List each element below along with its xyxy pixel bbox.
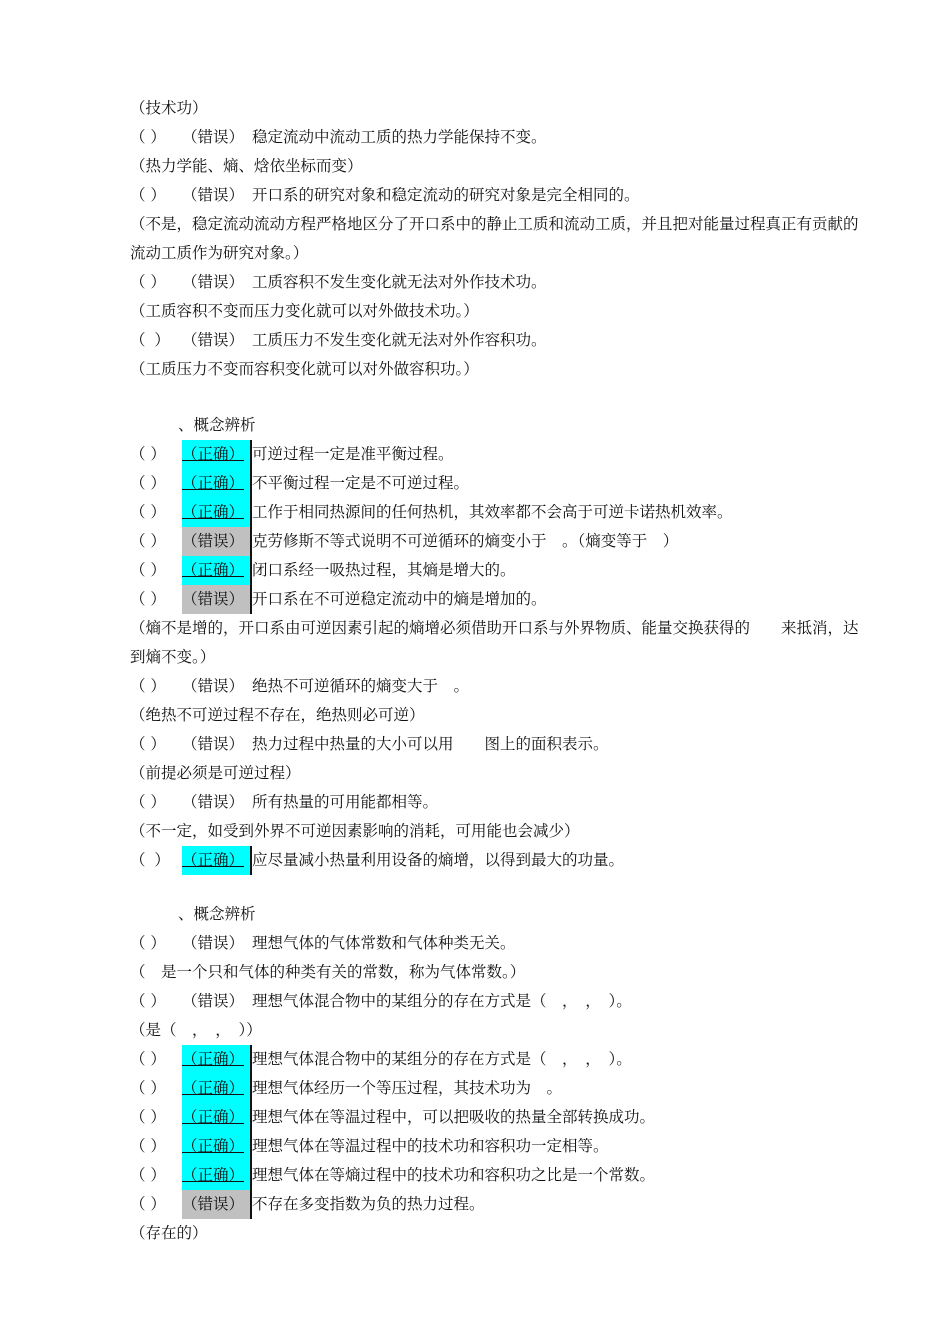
statement-text: 理想气体经历一个等压过程，其技术功为 。 <box>252 1079 563 1097</box>
answer-label: （正确） <box>182 1079 245 1097</box>
statement-row <box>130 929 516 958</box>
answer-label: （正确） <box>182 503 245 521</box>
answer-correct-highlight <box>182 1103 252 1132</box>
statement-row <box>130 556 516 585</box>
answer-label: （错误） <box>182 590 245 608</box>
explanation-note: （不一定，如受到外界不可逆因素影响的消耗，可用能也会减少） <box>130 822 580 840</box>
statement-row <box>130 181 640 210</box>
answer-label: （错误） <box>182 793 245 811</box>
answer-blank[interactable]: （ ） <box>130 1079 166 1097</box>
answer-blank[interactable]: （ ） <box>130 1108 166 1126</box>
answer-correct-highlight <box>182 1045 252 1074</box>
statement-row <box>130 987 632 1016</box>
statement-text: 工质压力不发生变化就无法对外作容积功。 <box>252 331 547 349</box>
statement-text: 理想气体的气体常数和气体种类无关。 <box>252 934 516 952</box>
statement-row <box>130 123 547 152</box>
answer-blank[interactable]: （ ） <box>130 1195 166 1213</box>
statement-row <box>130 326 547 355</box>
answer-blank[interactable]: （ ） <box>130 1137 166 1155</box>
answer-label: （错误） <box>182 186 245 204</box>
statement-text: 克劳修斯不等式说明不可逆循环的熵变小于 。（熵变等于 ） <box>252 532 679 550</box>
statement-text: 工质容积不发生变化就无法对外作技术功。 <box>252 273 547 291</box>
answer-label: （正确） <box>182 1137 245 1155</box>
answer-blank[interactable]: （ ） <box>130 992 166 1010</box>
answer-correct-highlight <box>182 846 252 875</box>
answer-label: （正确） <box>182 561 245 579</box>
answer-label: （错误） <box>182 273 245 291</box>
statement-text: 理想气体在等温过程中，可以把吸收的热量全部转换成功。 <box>252 1108 656 1126</box>
statement-row <box>130 1103 655 1132</box>
explanation-note: （存在的） <box>130 1224 208 1242</box>
explanation-note: （绝热不可逆过程不存在，绝热则必可逆） <box>130 706 425 724</box>
answer-label: （正确） <box>182 1166 245 1184</box>
answer-label: （正确） <box>182 851 245 869</box>
answer-correct-highlight <box>182 556 252 585</box>
statement-text: 理想气体混合物中的某组分的存在方式是（ ， ， ）。 <box>252 1050 632 1068</box>
statement-text: 绝热不可逆循环的熵变大于 。 <box>252 677 470 695</box>
answer-blank[interactable]: （ ） <box>130 934 166 952</box>
explanation-note: （不是，稳定流动流动方程严格地区分了开口系中的静止工质和流动工质，并且把对能量过程真正有贡献的流动工质作为研究对象。） <box>130 215 859 262</box>
answer-label: （错误） <box>182 532 245 550</box>
explanation-note: （工质压力不变而容积变化就可以对外做容积功。） <box>130 360 479 378</box>
statement-text: 不平衡过程一定是不可逆过程。 <box>252 474 470 492</box>
statement-text: 工作于相同热源间的任何热机，其效率都不会高于可逆卡诺热机效率。 <box>252 503 733 521</box>
answer-label: （错误） <box>182 331 245 349</box>
answer-blank[interactable]: （ ） <box>130 128 166 146</box>
answer-blank[interactable]: （ ） <box>130 590 166 608</box>
statement-text: 理想气体在等温过程中的技术功和容积功一定相等。 <box>252 1137 609 1155</box>
answer-blank[interactable]: （ ） <box>130 851 172 869</box>
statement-row <box>130 498 733 527</box>
answer-label: （错误） <box>182 992 245 1010</box>
statement-text: 理想气体混合物中的某组分的存在方式是（ ， ， ）。 <box>252 992 632 1010</box>
answer-label: （正确） <box>182 445 245 463</box>
statement-text: 稳定流动中流动工质的热力学能保持不变。 <box>252 128 547 146</box>
answer-label: （正确） <box>182 474 245 492</box>
explanation-note: （前提必须是可逆过程） <box>130 764 301 782</box>
answer-blank[interactable]: （ ） <box>130 1166 166 1184</box>
statement-text: 开口系的研究对象和稳定流动的研究对象是完全相同的。 <box>252 186 640 204</box>
statement-text: 不存在多变指数为负的热力过程。 <box>252 1195 485 1213</box>
answer-blank[interactable]: （ ） <box>130 677 166 695</box>
answer-blank[interactable]: （ ） <box>130 474 166 492</box>
statement-row <box>130 469 469 498</box>
answer-blank[interactable]: （ ） <box>130 445 166 463</box>
answer-correct-highlight <box>182 1074 252 1103</box>
statement-text: 热力过程中热量的大小可以用 图上的面积表示。 <box>252 735 609 753</box>
explanation-note: （热力学能、熵、焓依坐标而变） <box>130 157 363 175</box>
statement-row <box>130 730 609 759</box>
statement-text: 开口系在不可逆稳定流动中的熵是增加的。 <box>252 590 547 608</box>
section-heading: 、概念辨析 <box>178 416 256 434</box>
answer-blank[interactable]: （ ） <box>130 1050 166 1068</box>
explanation-note: （ 是一个只和气体的种类有关的常数，称为气体常数。） <box>130 963 526 981</box>
statement-row <box>130 1190 485 1219</box>
answer-label: （正确） <box>182 1108 245 1126</box>
answer-blank[interactable]: （ ） <box>130 735 166 753</box>
statement-text: 所有热量的可用能都相等。 <box>252 793 439 811</box>
statement-row <box>130 1161 655 1190</box>
statement-row <box>130 846 624 875</box>
answer-label: （错误） <box>182 677 245 695</box>
statement-row <box>130 1074 562 1103</box>
statement-row <box>130 788 438 817</box>
answer-blank[interactable]: （ ） <box>130 186 166 204</box>
answer-blank[interactable]: （ ） <box>130 273 166 291</box>
statement-text: 应尽量减小热量利用设备的熵增，以得到最大的功量。 <box>252 851 625 869</box>
answer-wrong-highlight <box>182 1190 252 1219</box>
explanation-note: （熵不是增的，开口系由可逆因素引起的熵增必须借助开口系与外界物质、能量交换获得的 来抵消，达到熵不变。） <box>130 619 859 666</box>
answer-label: （错误） <box>182 934 245 952</box>
explanation-note: （是（ ， ， ）） <box>130 1021 262 1039</box>
answer-wrong-highlight <box>182 585 252 614</box>
answer-wrong-highlight <box>182 527 252 556</box>
statement-row <box>130 1132 609 1161</box>
answer-blank[interactable]: （ ） <box>130 503 166 521</box>
answer-correct-highlight <box>182 440 252 469</box>
statement-row <box>130 1045 632 1074</box>
statement-row <box>130 268 547 297</box>
explanation-note: （技术功） <box>130 99 208 117</box>
statement-row <box>130 672 469 701</box>
answer-label: （正确） <box>182 1050 245 1068</box>
answer-correct-highlight <box>182 498 252 527</box>
section-heading: 、概念辨析 <box>178 905 256 923</box>
statement-text: 理想气体在等熵过程中的技术功和容积功之比是一个常数。 <box>252 1166 656 1184</box>
statement-text: 闭口系经一吸热过程，其熵是增大的。 <box>252 561 516 579</box>
answer-blank[interactable]: （ ） <box>130 532 166 550</box>
answer-label: （错误） <box>182 735 245 753</box>
answer-label: （错误） <box>182 128 245 146</box>
statement-row <box>130 440 454 469</box>
answer-correct-highlight <box>182 1132 252 1161</box>
answer-blank[interactable]: （ ） <box>130 331 172 349</box>
statement-text: 可逆过程一定是准平衡过程。 <box>252 445 454 463</box>
answer-correct-highlight <box>182 469 252 498</box>
answer-blank[interactable]: （ ） <box>130 793 166 811</box>
answer-label: （错误） <box>182 1195 245 1213</box>
answer-correct-highlight <box>182 1161 252 1190</box>
answer-blank[interactable]: （ ） <box>130 561 166 579</box>
explanation-note: （工质容积不变而压力变化就可以对外做技术功。） <box>130 302 479 320</box>
statement-row <box>130 585 547 614</box>
statement-row <box>130 527 678 556</box>
